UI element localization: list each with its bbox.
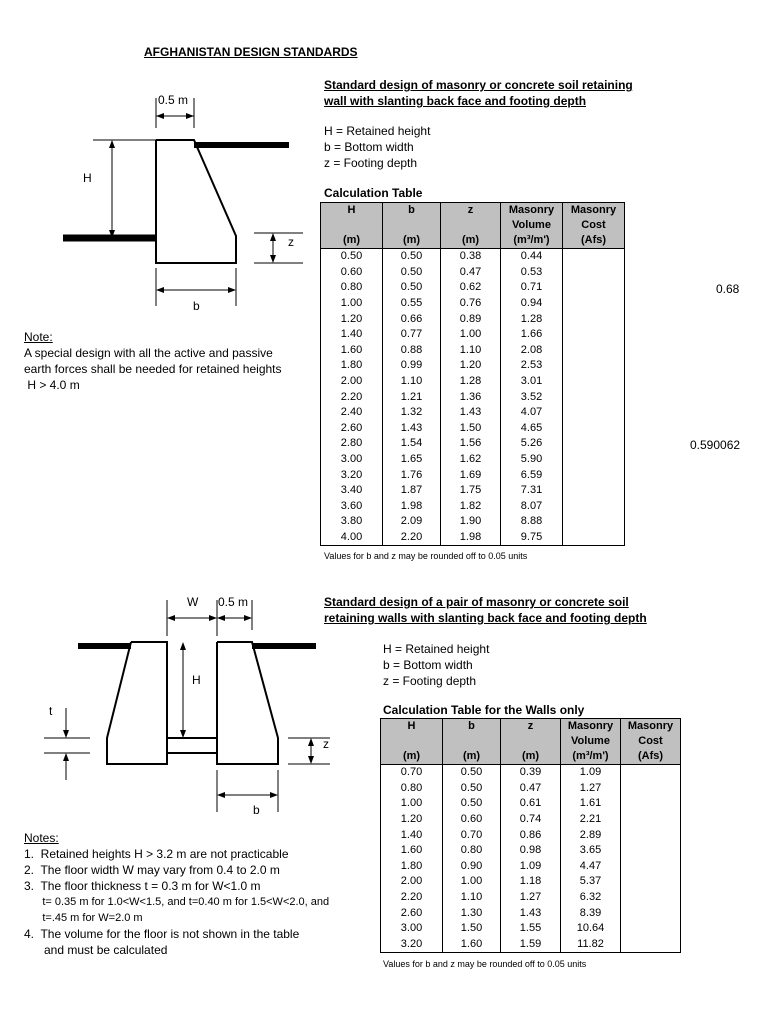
table-cell: 2.00 (321, 374, 383, 390)
table-cell (563, 421, 625, 437)
table-cell: 10.64 (561, 921, 621, 937)
table-cell (621, 765, 681, 781)
table-cell: 1.43 (501, 905, 561, 921)
table-cell: 1.82 (441, 499, 501, 515)
walls-calculation-table (380, 718, 681, 953)
table-cell (621, 890, 681, 906)
table-cell: 2.40 (321, 405, 383, 421)
table-cell: 3.00 (381, 921, 443, 937)
section1-heading: Standard design of masonry or concrete soil retaining wall with slanting back face and footing depth (324, 78, 633, 108)
retaining-wall-diagram (55, 88, 305, 313)
table-cell: 2.00 (381, 874, 443, 890)
table-cell: 0.50 (443, 765, 501, 781)
table-cell: 1.87 (383, 483, 441, 499)
table-cell: 1.10 (441, 343, 501, 359)
table-cell: 3.20 (321, 467, 383, 483)
table-row (381, 890, 681, 906)
table-cell: 5.26 (501, 436, 563, 452)
table-cell: 1.98 (383, 499, 441, 515)
calculation-table (320, 202, 625, 546)
label-height: H (192, 673, 201, 687)
table-cell (563, 374, 625, 390)
table-row (321, 389, 625, 405)
table-row (381, 796, 681, 812)
section2-table-caption: Calculation Table for the Walls only (383, 703, 585, 717)
table-cell: 0.80 (381, 781, 443, 797)
table-cell: 0.99 (383, 358, 441, 374)
table-cell: 1.36 (441, 389, 501, 405)
table-cell: 1.10 (383, 374, 441, 390)
table-cell: 0.50 (321, 249, 383, 265)
table-cell: 1.60 (381, 843, 443, 859)
label-thickness: t (49, 704, 53, 718)
section2-definitions (383, 641, 489, 689)
column-header: Masonry Cost (Afs) (621, 719, 681, 765)
table-cell: 5.90 (501, 452, 563, 468)
table-cell: 0.60 (321, 265, 383, 281)
table-row (381, 781, 681, 797)
column-header: b (m) (383, 203, 441, 249)
table-row (381, 859, 681, 875)
table-cell: 0.80 (321, 280, 383, 296)
table-cell: 2.20 (381, 890, 443, 906)
table-row (381, 905, 681, 921)
label-top-width: 0.5 m (218, 595, 249, 609)
label-bottom: b (253, 803, 260, 817)
table-cell: 4.07 (501, 405, 563, 421)
table-row (381, 812, 681, 828)
table-cell: 1.10 (443, 890, 501, 906)
table-cell: 0.94 (501, 296, 563, 312)
table-cell: 1.32 (383, 405, 441, 421)
table-cell: 1.60 (321, 343, 383, 359)
table-row (321, 514, 625, 530)
table-cell: 0.50 (383, 280, 441, 296)
table-cell: 1.28 (501, 311, 563, 327)
table-cell: 1.60 (443, 937, 501, 953)
paired-retaining-walls-diagram (30, 590, 330, 825)
label-floor-width: W (187, 595, 199, 609)
table-row (381, 843, 681, 859)
table-row (321, 499, 625, 515)
label-depth: z (323, 737, 329, 751)
table-cell: 1.56 (441, 436, 501, 452)
note-line: A special design with all the active and passive (24, 346, 273, 360)
table-cell: 1.98 (441, 530, 501, 546)
note-line: 1. Retained heights H > 3.2 m are not practicable (24, 847, 289, 861)
table-cell: 1.61 (561, 796, 621, 812)
table-cell: 2.20 (321, 389, 383, 405)
table-cell: 1.40 (381, 827, 443, 843)
table-cell: 0.76 (441, 296, 501, 312)
column-header: Masonry Cost (Afs) (563, 203, 625, 249)
section1-note (24, 329, 282, 393)
table-row (381, 765, 681, 781)
table-row (321, 374, 625, 390)
table-row (321, 265, 625, 281)
table-cell: 1.80 (321, 358, 383, 374)
note-label: Note: (24, 330, 53, 344)
table-cell (563, 343, 625, 359)
table-cell: 0.44 (501, 249, 563, 265)
table-cell: 2.80 (321, 436, 383, 452)
table-row (321, 280, 625, 296)
table-cell (621, 796, 681, 812)
table-row (321, 249, 625, 265)
table-cell (563, 249, 625, 265)
table-cell: 0.70 (443, 827, 501, 843)
table-cell: 8.39 (561, 905, 621, 921)
table-cell: 1.20 (321, 311, 383, 327)
table-cell: 1.80 (381, 859, 443, 875)
table-cell: 1.75 (441, 483, 501, 499)
table-cell: 0.60 (443, 812, 501, 828)
table-cell: 3.20 (381, 937, 443, 953)
table-cell: 11.82 (561, 937, 621, 953)
table-cell: 1.62 (441, 452, 501, 468)
table-cell: 1.50 (441, 421, 501, 437)
table-cell: 1.54 (383, 436, 441, 452)
table-cell: 0.80 (443, 843, 501, 859)
table-cell: 0.86 (501, 827, 561, 843)
table-cell: 1.21 (383, 389, 441, 405)
definition-b: b = Bottom width (383, 658, 473, 672)
table-row (321, 452, 625, 468)
table-cell: 4.00 (321, 530, 383, 546)
table-cell: 1.28 (441, 374, 501, 390)
table-row (321, 358, 625, 374)
note-line: t= 0.35 m for 1.0<W<1.5, and t=0.40 m for 1.5<W<2.0, and (24, 896, 330, 908)
definition-z: z = Footing depth (383, 674, 477, 688)
column-header: H (m) (321, 203, 383, 249)
table-cell: 1.69 (441, 467, 501, 483)
table-cell: 1.90 (441, 514, 501, 530)
table-cell: 0.50 (383, 265, 441, 281)
table-row (321, 483, 625, 499)
column-header: H (m) (381, 719, 443, 765)
table-cell: 2.89 (561, 827, 621, 843)
table-cell (563, 327, 625, 343)
table-cell: 1.76 (383, 467, 441, 483)
table-cell: 0.98 (501, 843, 561, 859)
table-cell (563, 358, 625, 374)
table-cell (621, 781, 681, 797)
table-cell: 1.43 (383, 421, 441, 437)
table-cell: 2.09 (383, 514, 441, 530)
table-cell: 0.77 (383, 327, 441, 343)
definition-b: b = Bottom width (324, 140, 414, 154)
table-cell: 1.20 (381, 812, 443, 828)
table-cell: 1.43 (441, 405, 501, 421)
table-cell (563, 499, 625, 515)
table-cell (563, 296, 625, 312)
table-cell: 3.40 (321, 483, 383, 499)
table-cell: 1.00 (443, 874, 501, 890)
table-cell (563, 452, 625, 468)
table-cell (621, 874, 681, 890)
table-cell (621, 905, 681, 921)
note-line: 3. The floor thickness t = 0.3 m for W<1.0 m (24, 879, 261, 893)
table-cell: 0.47 (501, 781, 561, 797)
table-cell: 5.37 (561, 874, 621, 890)
note-line: t=.45 m for W=2.0 m (24, 912, 143, 924)
table-cell: 3.60 (321, 499, 383, 515)
section1-table-caption: Calculation Table (324, 186, 423, 200)
table-cell (563, 265, 625, 281)
notes-label: Notes: (24, 831, 59, 845)
table-cell: 0.38 (441, 249, 501, 265)
table-cell: 6.32 (561, 890, 621, 906)
column-header: z (m) (501, 719, 561, 765)
table-cell (563, 405, 625, 421)
table-cell: 1.18 (501, 874, 561, 890)
side-value-2: 0.590062 (690, 438, 741, 452)
table-cell: 0.74 (501, 812, 561, 828)
table-cell: 1.55 (501, 921, 561, 937)
table-cell: 2.21 (561, 812, 621, 828)
table-cell: 0.50 (443, 796, 501, 812)
table-row (321, 421, 625, 437)
table-cell: 0.39 (501, 765, 561, 781)
section2-heading: Standard design of a pair of masonry or concrete soil retaining walls with slanting back face and footing depth (324, 595, 647, 625)
table-cell: 0.88 (383, 343, 441, 359)
table-cell: 0.50 (383, 249, 441, 265)
table-cell (563, 389, 625, 405)
table-row (321, 296, 625, 312)
definition-h: H = Retained height (383, 642, 490, 656)
table-cell: 3.00 (321, 452, 383, 468)
table-cell: 2.20 (383, 530, 441, 546)
table-cell: 1.00 (321, 296, 383, 312)
table-cell (563, 311, 625, 327)
table-cell: 0.90 (443, 859, 501, 875)
table-cell (563, 530, 625, 546)
table-cell: 1.00 (381, 796, 443, 812)
table-cell: 1.59 (501, 937, 561, 953)
table-cell (621, 921, 681, 937)
table-row (321, 405, 625, 421)
table-cell: 1.27 (501, 890, 561, 906)
table-cell: 1.40 (321, 327, 383, 343)
table-row (381, 921, 681, 937)
table-cell: 1.65 (383, 452, 441, 468)
table-cell: 2.60 (381, 905, 443, 921)
table-row (321, 327, 625, 343)
note-line: H > 4.0 m (24, 378, 80, 392)
table-cell: 0.53 (501, 265, 563, 281)
table-cell: 4.65 (501, 421, 563, 437)
label-depth: z (288, 235, 294, 249)
table-row (381, 874, 681, 890)
table-row (321, 467, 625, 483)
table-cell: 1.20 (441, 358, 501, 374)
table-cell: 2.08 (501, 343, 563, 359)
definition-z: z = Footing depth (324, 156, 418, 170)
label-top-width: 0.5 m (158, 93, 189, 107)
section2-footnote: Values for b and z may be rounded off to 0.05 units (383, 959, 587, 969)
table-row (321, 311, 625, 327)
table-cell: 3.01 (501, 374, 563, 390)
table-cell (563, 280, 625, 296)
note-line: and must be calculated (24, 943, 168, 957)
table-cell: 6.59 (501, 467, 563, 483)
table-cell: 1.50 (443, 921, 501, 937)
table-cell: 0.89 (441, 311, 501, 327)
definition-h: H = Retained height (324, 124, 431, 138)
table-cell: 7.31 (501, 483, 563, 499)
side-value-1: 0.68 (716, 282, 740, 296)
table-row (381, 827, 681, 843)
table-cell: 0.62 (441, 280, 501, 296)
table-cell (563, 483, 625, 499)
table-cell: 9.75 (501, 530, 563, 546)
table-row (321, 530, 625, 546)
column-header: Masonry Volume (m³/m') (561, 719, 621, 765)
table-cell (563, 514, 625, 530)
section1-definitions (324, 123, 430, 171)
table-cell: 3.80 (321, 514, 383, 530)
table-row (321, 436, 625, 452)
table-cell: 0.55 (383, 296, 441, 312)
table-cell: 0.50 (443, 781, 501, 797)
table-cell: 1.00 (441, 327, 501, 343)
note-line: 2. The floor width W may vary from 0.4 to 2.0 m (24, 863, 280, 877)
note-line: 4. The volume for the floor is not shown in the table (24, 927, 300, 941)
table-row (321, 343, 625, 359)
table-cell (563, 467, 625, 483)
table-cell: 1.30 (443, 905, 501, 921)
table-cell: 0.66 (383, 311, 441, 327)
table-row (381, 937, 681, 953)
table-cell (621, 937, 681, 953)
table-cell: 0.47 (441, 265, 501, 281)
table-cell (621, 812, 681, 828)
table-cell: 3.65 (561, 843, 621, 859)
section2-notes (24, 830, 329, 958)
column-header: z (m) (441, 203, 501, 249)
section1-footnote: Values for b and z may be rounded off to 0.05 units (324, 551, 528, 561)
table-cell (621, 827, 681, 843)
table-cell: 0.71 (501, 280, 563, 296)
label-bottom: b (193, 299, 200, 313)
table-cell (563, 436, 625, 452)
table-cell: 1.66 (501, 327, 563, 343)
table-cell: 2.60 (321, 421, 383, 437)
table-cell: 0.61 (501, 796, 561, 812)
table-cell: 1.09 (501, 859, 561, 875)
label-height: H (83, 171, 92, 185)
table-cell (621, 859, 681, 875)
table-cell: 1.09 (561, 765, 621, 781)
note-line: earth forces shall be needed for retained heights (24, 362, 282, 376)
column-header: b (m) (443, 719, 501, 765)
table-cell (621, 843, 681, 859)
table-cell: 1.27 (561, 781, 621, 797)
table-cell: 4.47 (561, 859, 621, 875)
table-cell: 0.70 (381, 765, 443, 781)
page-title: AFGHANISTAN DESIGN STANDARDS (144, 45, 358, 59)
table-cell: 8.07 (501, 499, 563, 515)
column-header: Masonry Volume (m³/m') (501, 203, 563, 249)
table-cell: 2.53 (501, 358, 563, 374)
table-cell: 8.88 (501, 514, 563, 530)
table-cell: 3.52 (501, 389, 563, 405)
